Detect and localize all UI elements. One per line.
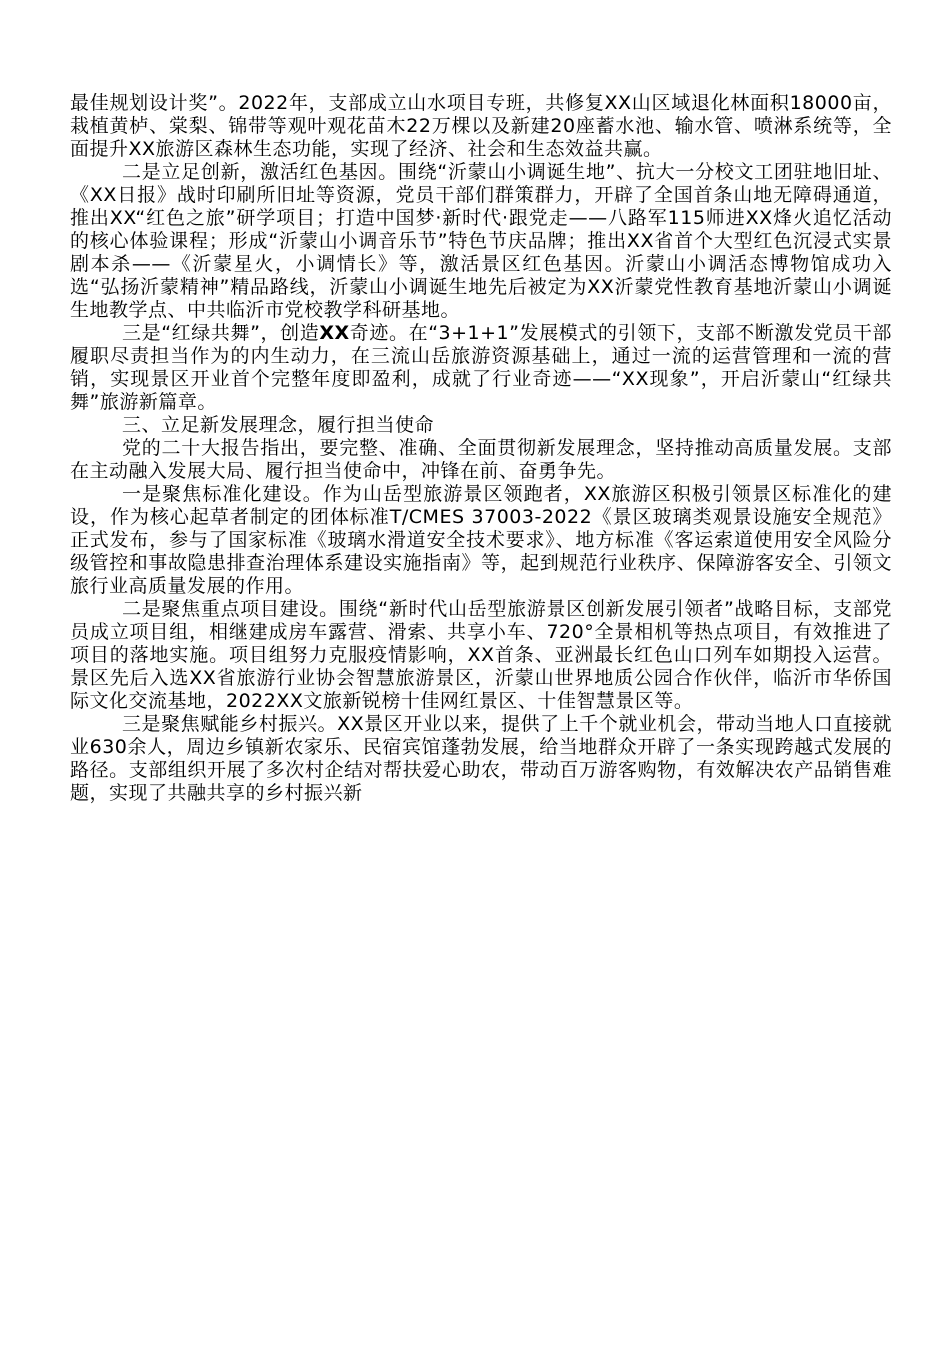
paragraph-red-green-lead: 三是“红绿共舞”，创造 [122, 322, 320, 344]
paragraph-standardization: 一是聚焦标准化建设。作为山岳型旅游景区领跑者，XX旅游区积极引领景区标准化的建设，作为核心起草者制定的团体标准T/CMES 37003-2022《景区玻璃类观景设施安全规范》正式发布，参与了国家标准《玻璃水滑道安全技术要求》、地方标准《客运索道使用安全风险分级管控和事故隐患排查治理体系建设实施指南》等，起到规范行业秩序、保障游客安全、引领文旅行业高质量发展的作用。 [70, 483, 892, 597]
paragraph-twentieth-congress: 党的二十大报告指出，要完整、准确、全面贯彻新发展理念，坚持推动高质量发展。支部在主动融入发展大局、履行担当使命中，冲锋在前、奋勇争先。 [70, 437, 892, 482]
paragraph-red-green-rest: 奇迹。在“3+1+1”发展模式的引领下，支部不断激发党员干部履职尽责担当作为的内生动力，在三流山岳旅游资源基础上，通过一流的运营管理和一流的营销，实现景区开业首个完整年度即盈利，成就了行业奇迹——“XX现象”，开启沂蒙山“红绿共舞”旅游新篇章。 [70, 322, 893, 413]
paragraph-red-green-bold: XX [319, 322, 350, 344]
document-page [70, 92, 892, 805]
section-heading-three: 三、立足新发展理念，履行担当使命 [122, 414, 435, 436]
paragraph-red-gene: 二是立足创新，激活红色基因。围绕“沂蒙山小调诞生地”、抗大一分校文工团驻地旧址、《XX日报》战时印刷所旧址等资源，党员干部们群策群力，开辟了全国首条山地无障碍通道，推出XX“红色之旅”研学项目；打造中国梦·新时代·跟党走——八路军115师进XX烽火追忆活动的核心体验课程；形成“沂蒙山小调音乐节”特色节庆品牌；推出XX省首个大型红色沉浸式实景剧本杀——《沂蒙星火，小调情长》等，激活景区红色基因。沂蒙山小调活态博物馆成功入选“弘扬沂蒙精神”精品路线，沂蒙山小调诞生地先后被定为XX沂蒙党性教育基地沂蒙山小调诞生地教学点、中共临沂市党校教学科研基地。 [70, 161, 892, 321]
paragraph-red-green [70, 322, 892, 414]
paragraph-key-projects: 二是聚焦重点项目建设。围绕“新时代山岳型旅游景区创新发展引领者”战略目标，支部党员成立项目组，相继建成房车露营、滑索、共享小车、720°全景相机等热点项目，有效推进了项目的落地实施。项目组努力克服疫情影响，XX首条、亚洲最长红色山口列车如期投入运营。景区先后入选XX省旅游行业协会智慧旅游景区，沂蒙山世界地质公园合作伙伴，临沂市华侨国际文化交流基地，2022XX文旅新锐榜十佳网红景区、十佳智慧景区等。 [70, 598, 892, 712]
paragraph-rural-revitalization: 三是聚焦赋能乡村振兴。XX景区开业以来，提供了上千个就业机会，带动当地人口直接就业630余人，周边乡镇新农家乐、民宿宾馆蓬勃发展，给当地群众开辟了一条实现跨越式发展的路径。支部组织开展了多次村企结对帮扶爱心助农，带动百万游客购物，有效解决农产品销售难题，实现了共融共享的乡村振兴新 [70, 713, 892, 804]
paragraph-ecology: 最佳规划设计奖”。2022年，支部成立山水项目专班，共修复XX山区域退化林面积18000亩，栽植黄栌、棠梨、锦带等观叶观花苗木22万棵以及新建20座蓄水池、输水管、喷淋系统等，全面提升XX旅游区森林生态功能，实现了经济、社会和生态效益共赢。 [70, 92, 892, 160]
